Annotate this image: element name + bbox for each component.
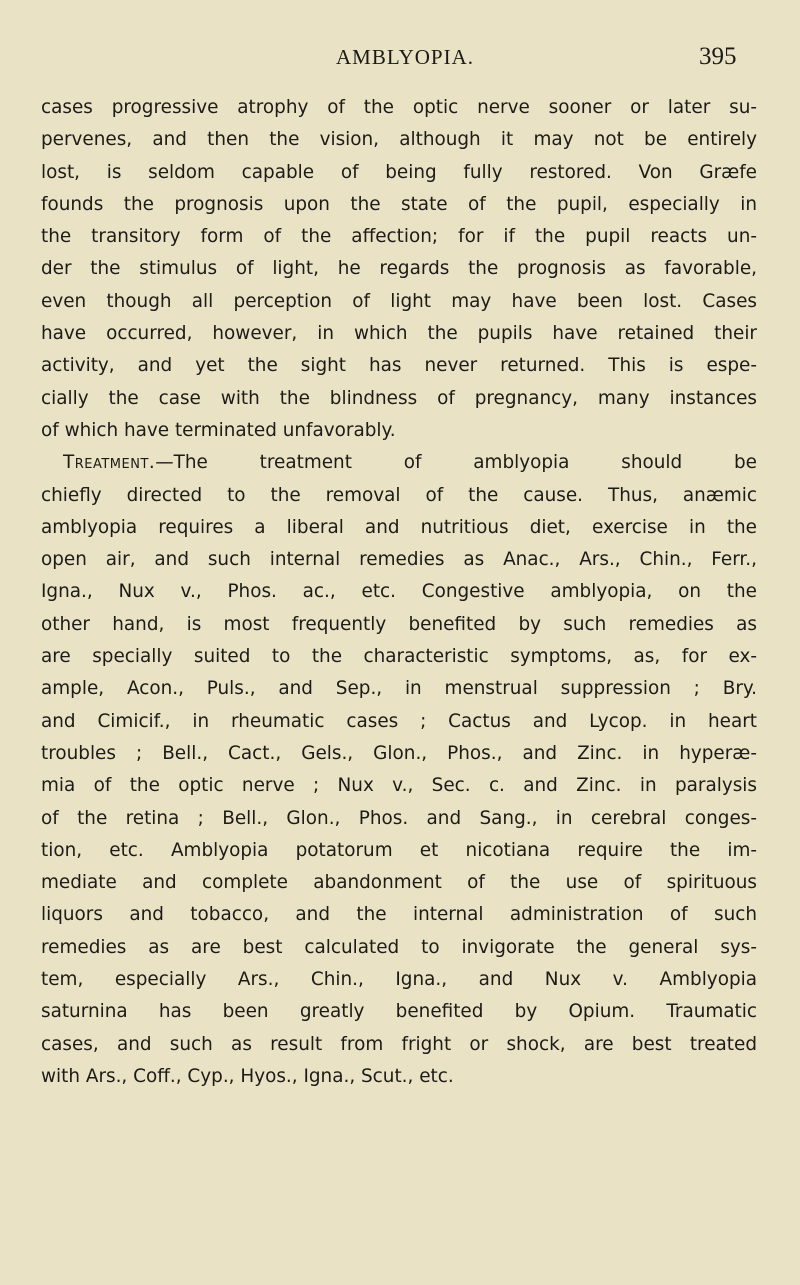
text-line-24: tion, etc. Amblyopia potatorum et nicotiana require the im-: [41, 839, 757, 861]
text-line-7: even though all perception of light may have been lost. Cases: [41, 290, 757, 312]
text-line-6: der the stimulus of light, he regards the prognosis as favorable,: [41, 258, 757, 280]
text-line-25: mediate and complete abandonment of the use of spirituous: [41, 872, 757, 894]
text-line-29: saturnina has been greatly benefited by Opium. Traumatic: [41, 1001, 757, 1023]
body-text: [41, 92, 757, 1093]
text-line-28: tem, especially Ars., Chin., Igna., and Nux v. Amblyopia: [41, 969, 757, 991]
page-number: 395: [699, 43, 737, 70]
text-line-10: cially the case with the blindness of pregnancy, many instances: [41, 387, 757, 409]
text-line-20: and Cimicif., in rheumatic cases ; Cactus and Lycop. in heart: [41, 710, 757, 732]
text-line-18: are specially suited to the characteristic symptoms, as, for ex-: [41, 646, 757, 668]
text-line-22: mia of the optic nerve ; Nux v., Sec. c. and Zinc. in paralysis: [41, 775, 757, 797]
treatment-paragraph-start: [41, 447, 757, 479]
running-head: AMBLYOPIA.: [336, 45, 474, 69]
text-line-4: founds the prognosis upon the state of the pupil, especially in: [41, 193, 757, 215]
text-line-11: of which have terminated unfavorably.: [41, 419, 396, 441]
text-line-5: the transitory form of the affection; for if the pupil reacts un-: [41, 226, 757, 248]
text-line-30: cases, and such as result from fright or shock, are best treated: [41, 1033, 757, 1055]
text-line-21: troubles ; Bell., Cact., Gels., Glon., Phos., and Zinc. in hyperæ-: [41, 742, 757, 764]
text-line-15: open air, and such internal remedies as Anac., Ars., Chin., Ferr.,: [41, 549, 757, 571]
text-line-2: pervenes, and then the vision, although it may not be entirely: [41, 129, 757, 151]
text-line-23: of the retina ; Bell., Glon., Phos. and Sang., in cerebral conges-: [41, 807, 757, 829]
text-line-19: ample, Acon., Puls., and Sep., in menstrual suppression ; Bry.: [41, 678, 757, 700]
text-line-1: cases progressive atrophy of the optic nerve sooner or later su-: [41, 97, 757, 118]
text-line-12: —The treatment of amblyopia should be: [155, 452, 757, 474]
text-line-9: activity, and yet the sight has never returned. This is espe-: [41, 355, 757, 377]
text-line-31: with Ars., Coff., Cyp., Hyos., Igna., Scut., etc.: [41, 1065, 454, 1087]
text-line-27: remedies as are best calculated to invigorate the general sys-: [41, 936, 757, 958]
text-line-16: Igna., Nux v., Phos. ac., etc. Congestive amblyopia, on the: [41, 581, 757, 603]
text-line-14: amblyopia requires a liberal and nutritious diet, exercise in the: [41, 516, 757, 538]
text-line-8: have occurred, however, in which the pupils have retained their: [41, 323, 757, 345]
text-line-3: lost, is seldom capable of being fully restored. Von Græfe: [41, 161, 757, 183]
treatment-heading: Treatment.: [63, 452, 156, 474]
text-line-17: other hand, is most frequently benefited by such remedies as: [41, 613, 757, 635]
text-line-13: chiefly directed to the removal of the cause. Thus, anæmic: [41, 484, 757, 506]
text-line-26: liquors and tobacco, and the internal administration of such: [41, 904, 757, 926]
